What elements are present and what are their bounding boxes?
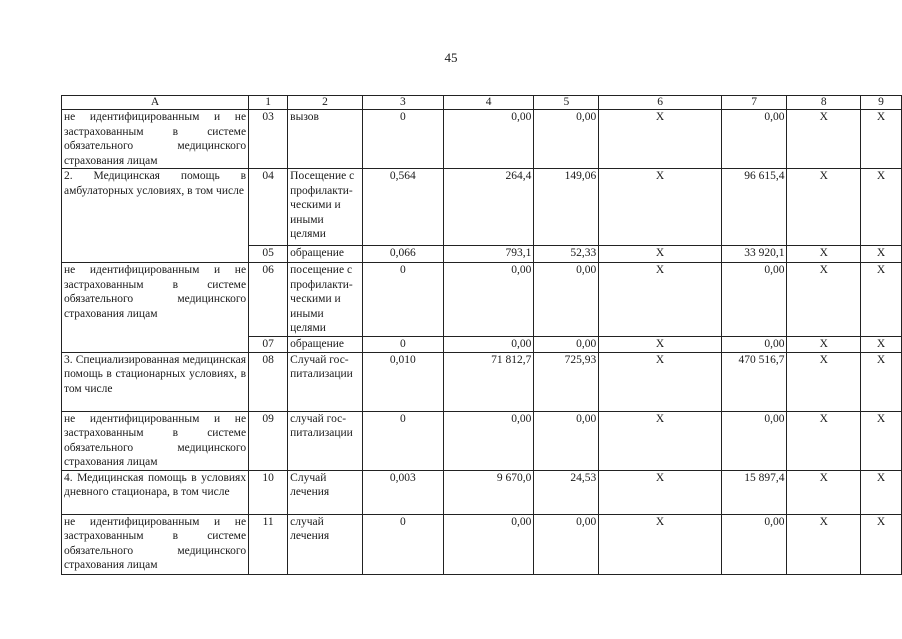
cell-col5: 0,00: [534, 337, 599, 353]
table-row: [62, 352, 902, 411]
cell-col3: 0: [362, 514, 443, 574]
cell-col9: Х: [861, 470, 902, 514]
cell-col3: 0: [362, 110, 443, 169]
header-cell-8: 8: [787, 96, 861, 110]
cell-col9: Х: [861, 110, 902, 169]
row-description: 4. Медицинская помощь в условиях дневного стационара, в том числе: [62, 470, 249, 514]
cell-col4: 0,00: [443, 263, 534, 337]
cell-col5: 0,00: [534, 263, 599, 337]
cell-col5: 0,00: [534, 411, 599, 470]
cell-col6: Х: [599, 110, 722, 169]
cell-col7: 33 920,1: [721, 246, 787, 263]
table-header-row: [62, 96, 902, 110]
cell-col5: 725,93: [534, 352, 599, 411]
cell-col7: 0,00: [721, 411, 787, 470]
cell-col6: Х: [599, 169, 722, 246]
row-unit: обращение: [288, 337, 363, 353]
cell-col4: 9 670,0: [443, 470, 534, 514]
cell-col8: Х: [787, 337, 861, 353]
cell-col9: Х: [861, 246, 902, 263]
cell-col4: 793,1: [443, 246, 534, 263]
cell-col8: Х: [787, 110, 861, 169]
cell-col8: Х: [787, 246, 861, 263]
cell-col7: 96 615,4: [721, 169, 787, 246]
row-code: 04: [249, 169, 288, 246]
row-description: 3. Специализированная медицинская помощь в стационарных условиях, в том числе: [62, 352, 249, 411]
header-cell-3: 3: [362, 96, 443, 110]
table-row: [62, 514, 902, 574]
row-unit: Случай лечения: [288, 470, 363, 514]
cell-col8: Х: [787, 470, 861, 514]
row-code: 09: [249, 411, 288, 470]
header-cell-4: 4: [443, 96, 534, 110]
cell-col6: Х: [599, 246, 722, 263]
cell-col4: 0,00: [443, 110, 534, 169]
row-description: не идентифицированным и не застрахованным в системе обязательного медицинского страхования лицам: [62, 110, 249, 169]
table-row: [62, 411, 902, 470]
cell-col3: 0,003: [362, 470, 443, 514]
cell-col5: 0,00: [534, 514, 599, 574]
cell-col9: Х: [861, 411, 902, 470]
row-code: 06: [249, 263, 288, 337]
cell-col8: Х: [787, 263, 861, 337]
cell-col4: 0,00: [443, 411, 534, 470]
header-cell-5: 5: [534, 96, 599, 110]
cell-col9: Х: [861, 263, 902, 337]
cell-col9: Х: [861, 352, 902, 411]
cell-col7: 0,00: [721, 337, 787, 353]
row-code: 08: [249, 352, 288, 411]
row-description: 2. Медицинская помощь в амбулаторных условиях, в том числе: [62, 169, 249, 263]
table-row: [62, 169, 902, 246]
row-code: 10: [249, 470, 288, 514]
row-code: 03: [249, 110, 288, 169]
cell-col7: 0,00: [721, 110, 787, 169]
header-cell-9: 9: [861, 96, 902, 110]
table-row: [62, 263, 902, 337]
cell-col3: 0,066: [362, 246, 443, 263]
page-number: 45: [444, 50, 458, 65]
cell-col3: 0: [362, 411, 443, 470]
header-cell-7: 7: [721, 96, 787, 110]
row-unit: посещение с профилакти-ческими и иными целями: [288, 263, 363, 337]
row-code: 07: [249, 337, 288, 353]
cell-col8: Х: [787, 514, 861, 574]
cell-col6: Х: [599, 263, 722, 337]
header-cell-2: 2: [288, 96, 363, 110]
header-cell-6: 6: [599, 96, 722, 110]
cell-col6: Х: [599, 337, 722, 353]
cell-col7: 470 516,7: [721, 352, 787, 411]
cell-col5: 24,53: [534, 470, 599, 514]
row-description: не идентифицированным и не застрахованным в системе обязательного медицинского страхования лицам: [62, 263, 249, 353]
cell-col9: Х: [861, 337, 902, 353]
cell-col5: 0,00: [534, 110, 599, 169]
cell-col9: Х: [861, 169, 902, 246]
cell-col3: 0,564: [362, 169, 443, 246]
cell-col5: 52,33: [534, 246, 599, 263]
row-description: не идентифицированным и не застрахованным в системе обязательного медицинского страхования лицам: [62, 514, 249, 574]
row-unit: вызов: [288, 110, 363, 169]
cell-col3: 0,010: [362, 352, 443, 411]
row-code: 05: [249, 246, 288, 263]
row-unit: Случай гос-питализации: [288, 352, 363, 411]
cell-col4: 0,00: [443, 337, 534, 353]
cell-col8: Х: [787, 352, 861, 411]
cell-col3: 0: [362, 263, 443, 337]
cell-col5: 149,06: [534, 169, 599, 246]
financing-table: [61, 95, 902, 575]
cell-col4: 264,4: [443, 169, 534, 246]
cell-col7: 0,00: [721, 263, 787, 337]
cell-col6: Х: [599, 411, 722, 470]
cell-col6: Х: [599, 514, 722, 574]
cell-col7: 0,00: [721, 514, 787, 574]
row-unit: случай лечения: [288, 514, 363, 574]
cell-col7: 15 897,4: [721, 470, 787, 514]
table-row: [62, 470, 902, 514]
cell-col4: 71 812,7: [443, 352, 534, 411]
cell-col8: Х: [787, 411, 861, 470]
header-cell-1: 1: [249, 96, 288, 110]
cell-col6: Х: [599, 470, 722, 514]
cell-col3: 0: [362, 337, 443, 353]
cell-col4: 0,00: [443, 514, 534, 574]
table-row: [62, 110, 902, 169]
cell-col6: Х: [599, 352, 722, 411]
row-unit: Посещение с профилакти-ческими и иными целями: [288, 169, 363, 246]
row-unit: случай гос-питализации: [288, 411, 363, 470]
cell-col9: Х: [861, 514, 902, 574]
row-code: 11: [249, 514, 288, 574]
cell-col8: Х: [787, 169, 861, 246]
row-unit: обращение: [288, 246, 363, 263]
header-cell-a: А: [62, 96, 249, 110]
row-description: не идентифицированным и не застрахованным в системе обязательного медицинского страхования лицам: [62, 411, 249, 470]
